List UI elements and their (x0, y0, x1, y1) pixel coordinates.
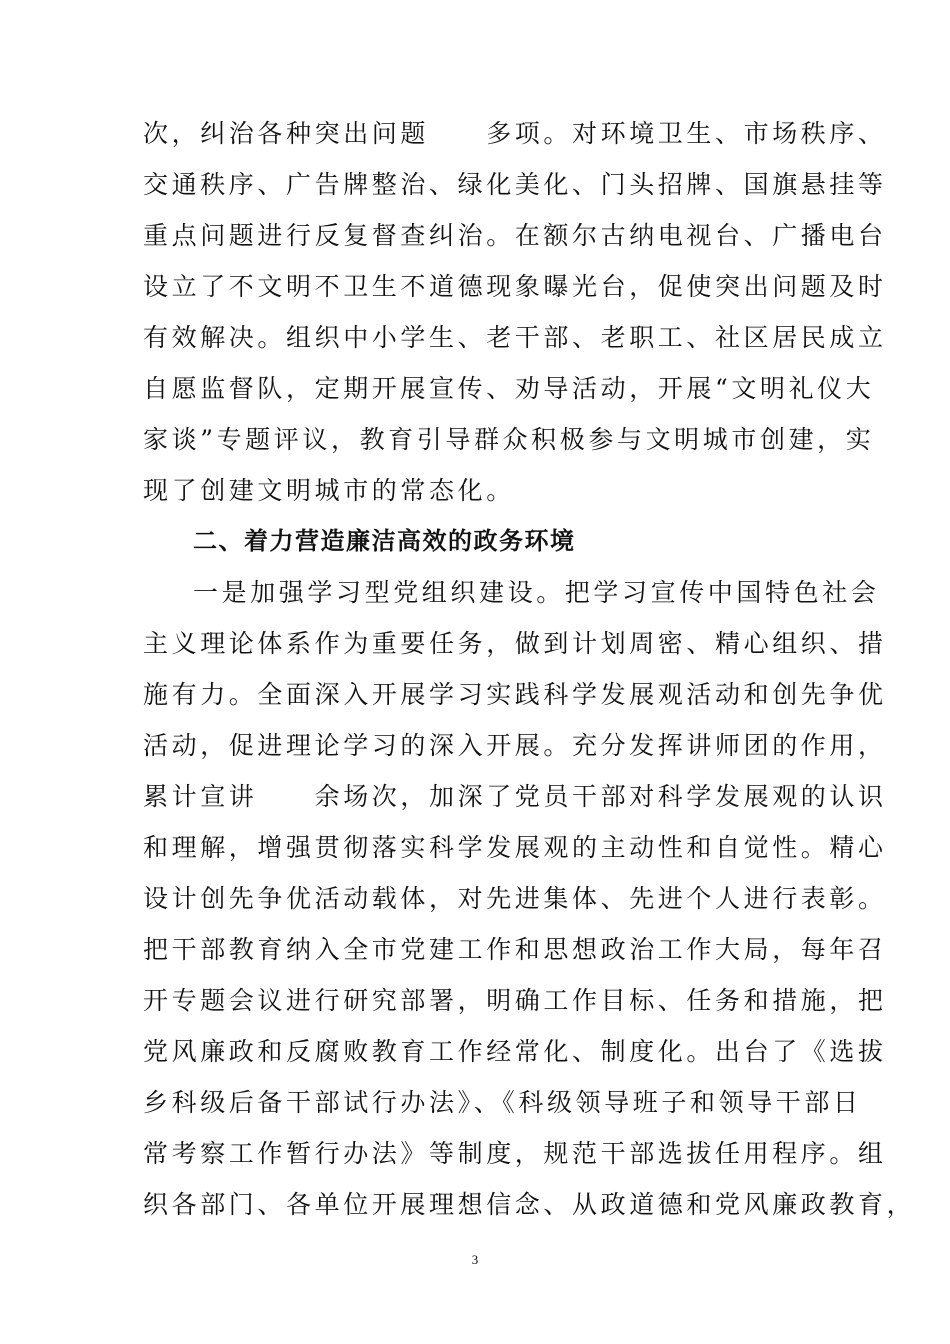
body-text (143, 108, 916, 1230)
paragraph-line: 和理解，增强贯彻落实科学发展观的主动性和自觉性。精心 (143, 833, 887, 862)
paragraph-line: 活动，促进理论学习的深入开展。充分发挥讲师团的作用， (143, 731, 887, 760)
paragraph-line: 家谈”专题评议，教育引导群众积极参与文明城市创建，实 (143, 425, 875, 454)
paragraph-line: 开专题会议进行研究部署，明确工作目标、任务和措施，把 (143, 986, 887, 1015)
paragraph-line: 主义理论体系作为重要任务，做到计划周密、精心组织、措 (143, 629, 887, 658)
paragraph-line: 织各部门、各单位开展理想信念、从政道德和党风廉政教育， (143, 1190, 916, 1219)
section-heading: 二、着力营造廉洁高效的政务环境 (193, 527, 576, 555)
paragraph-line: 设立了不文明不卫生不道德现象曝光台，促使突出问题及时 (143, 272, 887, 301)
paragraph-line: 有效解决。组织中小学生、老干部、老职工、社区居民成立 (143, 323, 887, 352)
paragraph-line: 交通秩序、广告牌整治、绿化美化、门头招牌、国旗悬挂等 (143, 170, 887, 199)
paragraph-line: 次，纠治各种突出问题 多项。对环境卫生、市场秩序、 (143, 119, 887, 148)
paragraph-line: 累计宣讲 余场次，加深了党员干部对科学发展观的认识 (143, 782, 887, 811)
paragraph-line: 常考察工作暂行办法》等制度，规范干部选拔任用程序。组 (143, 1139, 887, 1168)
paragraph-line: 施有力。全面深入开展学习实践科学发展观活动和创先争优 (143, 680, 887, 709)
paragraph-line: 一是加强学习型党组织建设。把学习宣传中国特色社会 (193, 578, 880, 607)
paragraph-line: 党风廉政和反腐败教育工作经常化、制度化。出台了《选拔 (143, 1037, 887, 1066)
page-number: 3 (471, 1252, 479, 1267)
paragraph-line: 自愿监督队，定期开展宣传、劝导活动，开展“文明礼仪大 (143, 374, 875, 403)
paragraph-line: 乡科级后备干部试行办法》、《科级领导班子和领导干部日 (143, 1088, 862, 1117)
paragraph-line: 设计创先争优活动载体，对先进集体、先进个人进行表彰。 (143, 884, 887, 913)
paragraph-line: 现了创建文明城市的常态化。 (143, 476, 515, 505)
paragraph-line: 重点问题进行反复督查纠治。在额尔古纳电视台、广播电台 (143, 221, 887, 250)
paragraph-line: 把干部教育纳入全市党建工作和思想政治工作大局，每年召 (143, 935, 887, 964)
